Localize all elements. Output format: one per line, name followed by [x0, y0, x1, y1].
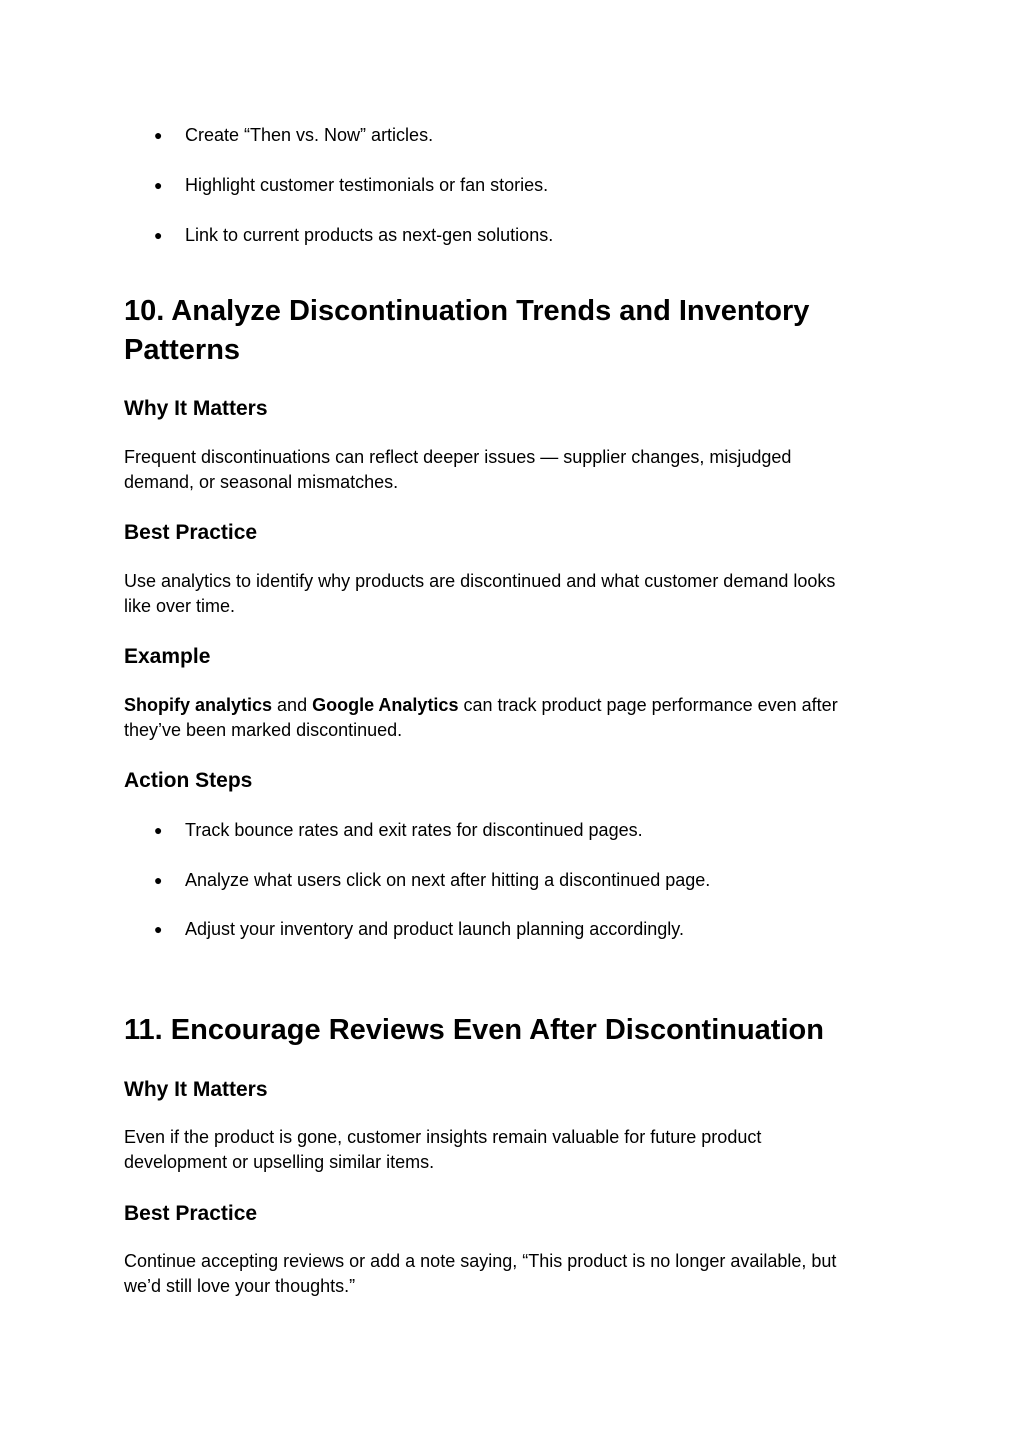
section-10-title-line-2: Patterns: [124, 334, 241, 366]
list-item-text: Adjust your inventory and product launch planning accordingly.: [185, 919, 684, 939]
section-10-action-heading: Action Steps: [124, 769, 253, 792]
best-text-line-2: like over time.: [124, 596, 236, 616]
list-item-text: Track bounce rates and exit rates for discontinued pages.: [185, 820, 643, 840]
example-bold-google: Google Analytics: [312, 695, 459, 715]
section-11-best-text: [124, 1249, 894, 1299]
section-10-why-heading: Why It Matters: [124, 397, 268, 420]
section-11-why-heading: Why It Matters: [124, 1078, 268, 1101]
example-rest-line-1: can track product page performance even after: [458, 695, 838, 715]
section-10-why-text: [124, 445, 894, 495]
bullet-icon: ●: [154, 872, 163, 888]
best-text-line-1: Continue accepting reviews or add a note saying, “This product is no longer available, but: [124, 1251, 837, 1271]
section-10-example-heading: Example: [124, 645, 211, 668]
section-10-best-heading: Best Practice: [124, 521, 258, 544]
why-text-line-1: Frequent discontinuations can reflect deeper issues — supplier changes, misjudged: [124, 447, 792, 467]
section-11-title: 11. Encourage Reviews Even After Discontinuation: [124, 1014, 824, 1046]
section-10-title-line-1: 10. Analyze Discontinuation Trends and Inventory: [124, 295, 810, 327]
list-item-text: Link to current products as next-gen solutions.: [185, 225, 554, 245]
bullet-icon: ●: [154, 227, 163, 243]
best-text-line-2: we’d still love your thoughts.”: [124, 1276, 356, 1296]
why-text-line-2: development or upselling similar items.: [124, 1152, 435, 1172]
example-connector: and: [272, 695, 313, 715]
list-item-text: Highlight customer testimonials or fan stories.: [185, 175, 549, 195]
section-10-example-text: [124, 693, 894, 743]
bullet-icon: ●: [154, 127, 163, 143]
best-text-line-1: Use analytics to identify why products are discontinued and what customer demand looks: [124, 571, 836, 591]
section-10-best-text: [124, 569, 894, 619]
why-text-line-1: Even if the product is gone, customer insights remain valuable for future product: [124, 1127, 762, 1147]
section-11-best-heading: Best Practice: [124, 1202, 258, 1225]
section-11-why-text: [124, 1125, 894, 1175]
example-bold-shopify: Shopify analytics: [124, 695, 273, 715]
list-item-text: Create “Then vs. Now” articles.: [185, 125, 434, 145]
bullet-icon: ●: [154, 822, 163, 838]
list-item-text: Analyze what users click on next after hitting a discontinued page.: [185, 870, 711, 890]
why-text-line-2: demand, or seasonal mismatches.: [124, 472, 399, 492]
example-line-2: they’ve been marked discontinued.: [124, 720, 403, 740]
bullet-icon: ●: [154, 921, 163, 937]
bullet-icon: ●: [154, 177, 163, 193]
